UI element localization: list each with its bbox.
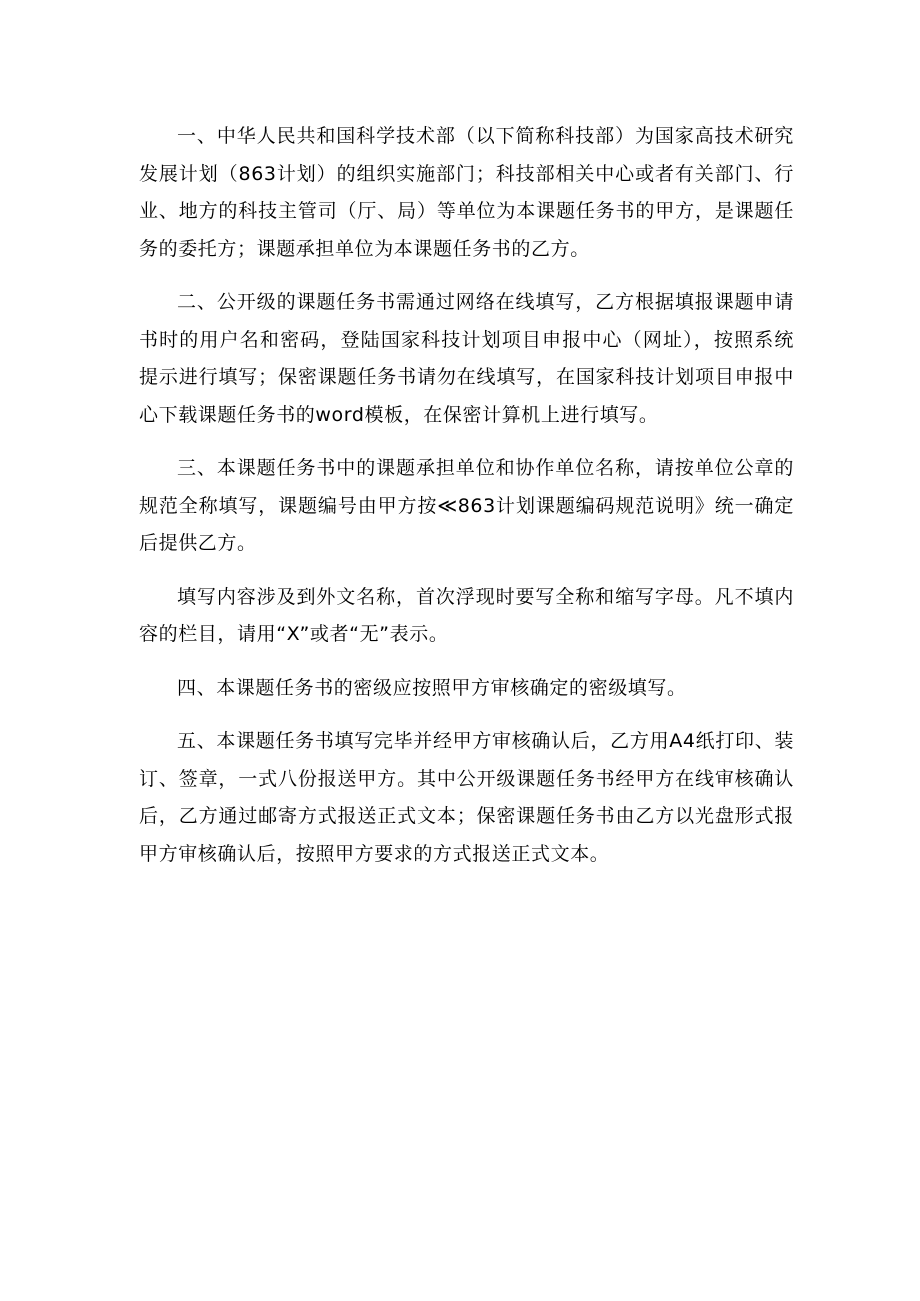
paragraph-3: 三、本课题任务书中的课题承担单位和协作单位名称，请按单位公章的规范全称填写，课题编号由甲方按≪863计划课题编码规范说明》统一确定后提供乙方。 [139, 457, 794, 554]
paragraph-4: 填写内容涉及到外文名称，首次浮现时要写全称和缩写字母。凡不填内容的栏目，请用“X”或者“无”表示。 [139, 585, 794, 645]
paragraph-2: 二、公开级的课题任务书需通过网络在线填写，乙方根据填报课题申请书时的用户名和密码，登陆国家科技计划项目申报中心（网址），按照系统提示进行填写；保密课题任务书请勿在线填写，在国家科技计划项目申报中心下载课题任务书的word模板，在保密计算机上进行填写。 [139, 291, 794, 426]
paragraph-1: 一、中华人民共和国科学技术部（以下简称科技部）为国家高技术研究发展计划（863计划）的组织实施部门；科技部相关中心或者有关部门、行业、地方的科技主管司（厅、局）等单位为本课题任务书的甲方，是课题任务的委托方；课题承担单位为本课题任务书的乙方。 [139, 125, 794, 260]
document-body [139, 118, 794, 889]
paragraph-5: 四、本课题任务书的密级应按照甲方审核确定的密级填写。 [177, 676, 687, 699]
paragraph-6: 五、本课题任务书填写完毕并经甲方审核确认后，乙方用A4纸打印、装订、签章，一式八份报送甲方。其中公开级课题任务书经甲方在线审核确认后，乙方通过邮寄方式报送正式文本；保密课题任务书由乙方以光盘形式报甲方审核确认后，按照甲方要求的方式报送正式文本。 [139, 730, 794, 865]
